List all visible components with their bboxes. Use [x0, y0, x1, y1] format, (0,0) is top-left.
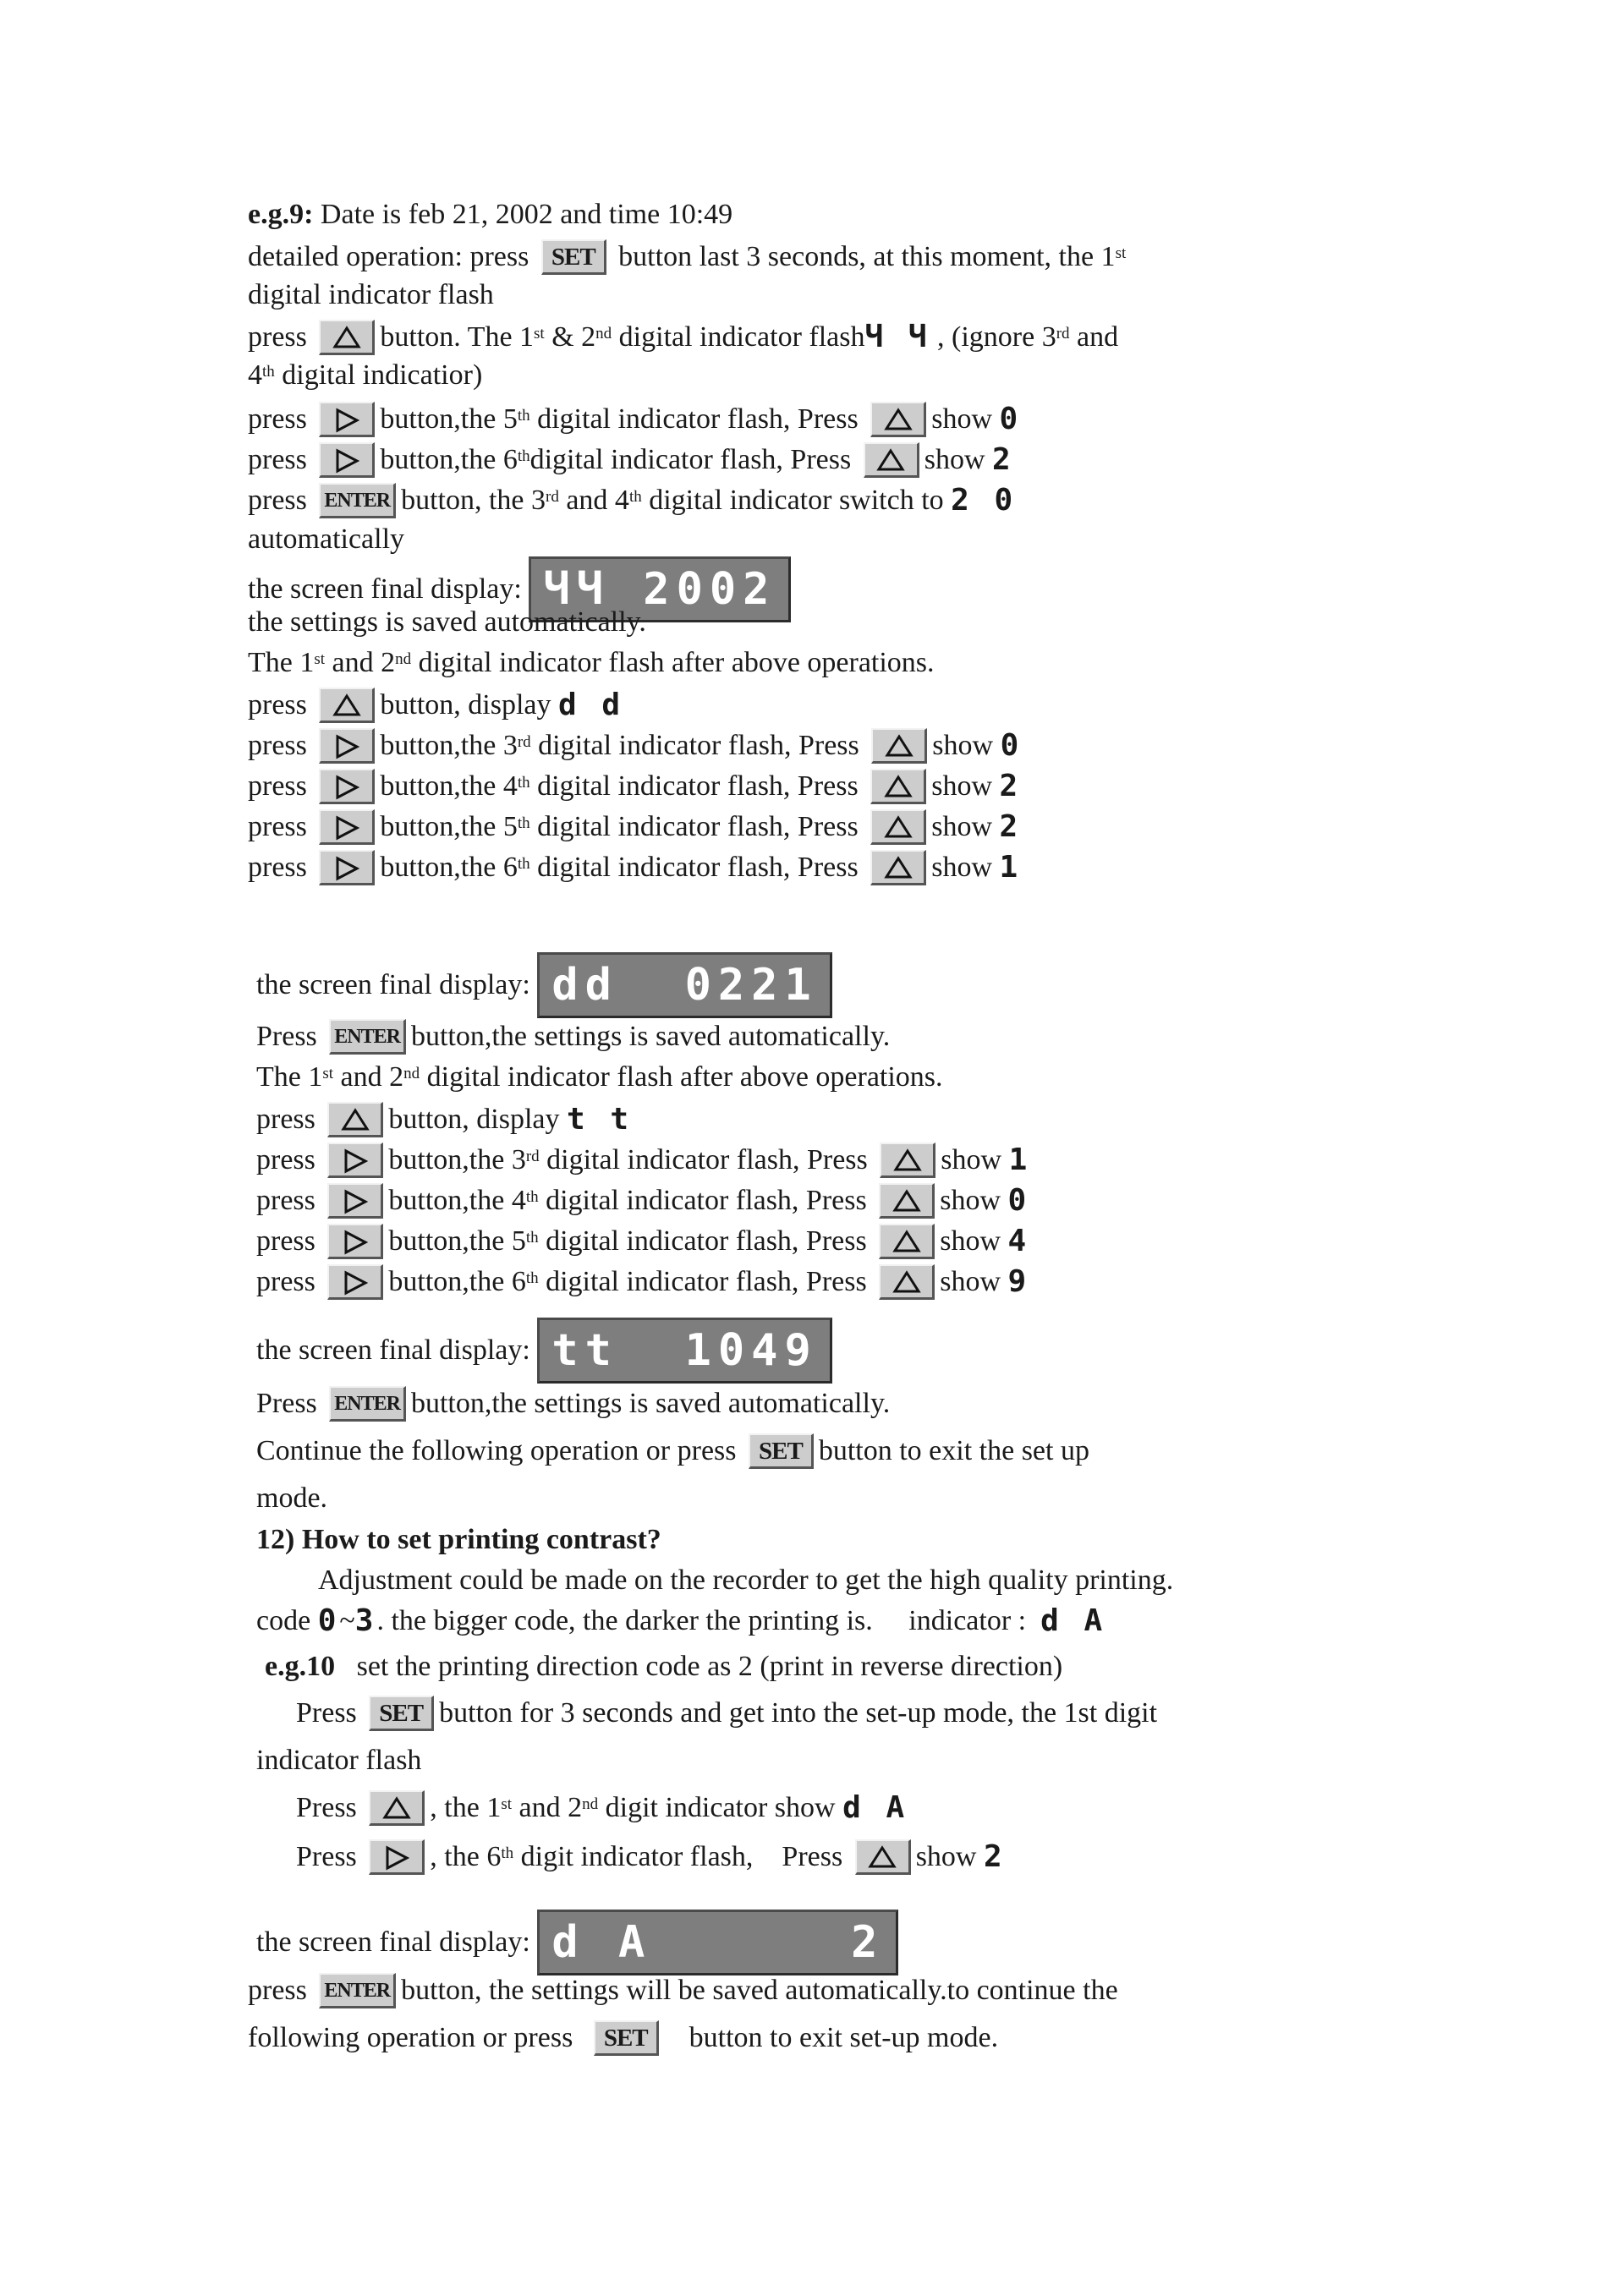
right-button[interactable] [327, 1224, 383, 1259]
sup-st: st [501, 1795, 513, 1814]
right-button[interactable] [319, 442, 375, 478]
up-button[interactable] [870, 809, 926, 845]
up-triangle-icon [868, 1845, 897, 1869]
seg-2: 2 [984, 1839, 1006, 1875]
press-label: press [256, 1104, 315, 1136]
eg10-text: set the printing direction code as 2 (print in reverse direction) [356, 1651, 1063, 1683]
up-triangle-icon [341, 1108, 370, 1132]
sup-th: th [501, 1844, 514, 1863]
sup-th: th [517, 407, 530, 425]
final-display-dd [256, 952, 832, 1020]
code-label: code [256, 1605, 311, 1637]
sup-rd: rd [525, 1148, 540, 1166]
right-triangle-icon [334, 775, 359, 800]
seg-0: 0 [999, 402, 1022, 437]
seg-4: 4 [1007, 1224, 1030, 1259]
detail-line [248, 237, 1126, 276]
right-button[interactable] [319, 809, 375, 845]
right-button[interactable] [327, 1143, 383, 1178]
final-enter-line [248, 1970, 1118, 2009]
tt-3rd-step [256, 1140, 1030, 1179]
sup-th: th [262, 363, 275, 381]
show-label: show [932, 730, 994, 762]
p1-text: Adjustment could be made on the recorder to get the high quality printing. [318, 1564, 1174, 1597]
seg-1: 1 [999, 850, 1022, 885]
final-display-label: the screen final display: [248, 573, 522, 605]
sup-th: th [517, 774, 530, 792]
ord-6: 6 [511, 1266, 526, 1298]
dd-6th-step [248, 847, 1021, 886]
eg9-head-text: Date is feb 21, 2002 and time 10:49 [313, 199, 733, 231]
show-label: show [931, 403, 993, 436]
flash-after-line-2 [256, 1057, 943, 1096]
sup-nd: nd [403, 1065, 420, 1083]
up-triangle-icon [884, 775, 913, 798]
right-button[interactable] [319, 728, 375, 764]
press-label: Press [256, 1388, 317, 1420]
lcd-display: d A 2 [537, 1910, 898, 1975]
step-text-b: digital indicator flash, Press [529, 770, 859, 803]
seg-1: 1 [1008, 1143, 1031, 1178]
tt-display-step [256, 1099, 632, 1138]
step-text-b: digital indicator flash, Press [529, 444, 852, 476]
flash-after-b: and 2 [325, 647, 396, 679]
sup-th: th [628, 488, 642, 507]
up-button[interactable] [870, 769, 926, 804]
right-triangle-icon [334, 448, 359, 474]
show-label: show [940, 1225, 1001, 1258]
tt-6th-step [256, 1262, 1029, 1301]
continue-line [256, 1431, 1089, 1470]
sup-st: st [1115, 244, 1127, 263]
ord-4: 4 [502, 770, 518, 803]
right-rest-b: digit indicator flash, [513, 1841, 754, 1873]
yy-step-2 [248, 355, 482, 394]
dd-display-step [248, 685, 623, 724]
sup-nd: nd [395, 650, 412, 669]
seg-0: 0 [1000, 728, 1023, 764]
seg-3: 3 [354, 1603, 377, 1639]
sup-rd: rd [517, 733, 531, 752]
up-button[interactable] [870, 402, 926, 437]
ord-5: 5 [502, 403, 518, 436]
sup-th: th [517, 814, 530, 833]
step-text-b: digital indicator flash, Press [538, 1185, 867, 1217]
sup-th: th [525, 1229, 539, 1247]
ord-3: 3 [511, 1144, 526, 1176]
yy-step-text-f: and [1069, 321, 1119, 353]
set-button[interactable]: SET [749, 1433, 814, 1469]
ord-5: 5 [511, 1225, 526, 1258]
seg-tt: t t [567, 1102, 633, 1137]
final-exit-line [248, 2018, 998, 2057]
show-label: show [924, 444, 985, 476]
show-label: show [931, 811, 993, 843]
press-label: press [256, 1144, 315, 1176]
p2-text: . the bigger code, the darker the printing is. [376, 1605, 873, 1637]
step-text-b: digital indicator flash, Press [539, 1144, 868, 1176]
step-text: button,the [380, 770, 503, 803]
step-text-b: digital indicator flash, Press [529, 811, 859, 843]
display-text: button, display [388, 1104, 560, 1136]
press-label: press [248, 689, 307, 721]
up-button[interactable] [879, 1264, 935, 1300]
tt-4th-step [256, 1181, 1029, 1219]
press-label: press [256, 1266, 315, 1298]
press-label: press [248, 1975, 307, 2007]
up-button[interactable] [864, 442, 919, 478]
indicator-label: indicator : [908, 1605, 1027, 1637]
ord-4: 4 [248, 359, 262, 392]
sup-nd: nd [582, 1795, 599, 1814]
step-text-b: and 4 [558, 485, 629, 517]
step-text-b: digital indicator flash, Press [529, 403, 859, 436]
up-button[interactable] [319, 688, 375, 723]
tt-enter-line [256, 1384, 890, 1422]
right-button[interactable] [327, 1183, 383, 1219]
set-button[interactable]: SET [541, 239, 606, 275]
press-label: press [248, 485, 307, 517]
up-triangle-icon [884, 408, 913, 431]
sup-st: st [314, 650, 326, 669]
up-triangle-icon [332, 326, 361, 349]
right-triangle-icon [334, 815, 359, 841]
detail-line-2 [248, 275, 494, 314]
final-text-c: button to exit set-up mode. [689, 2022, 999, 2054]
press-label: Press [296, 1841, 357, 1873]
press-label: Press [782, 1841, 843, 1873]
set-rest-text: button for 3 seconds and get into the set-up mode, the 1st digit [439, 1697, 1158, 1729]
right-triangle-icon [343, 1230, 368, 1255]
flash-after-a: The 1 [256, 1061, 323, 1093]
enter-button[interactable]: ENTER [319, 483, 396, 518]
mode-text: mode. [256, 1482, 328, 1515]
up-triangle-icon [382, 1796, 411, 1820]
final-text-a: button, the settings will be saved automatically.to continue the [401, 1975, 1118, 2007]
lcd-display: ЧЧ 2002 [529, 556, 790, 622]
seg-0: 0 [1007, 1183, 1030, 1219]
final-display-label: the screen final display: [256, 969, 530, 1000]
press-label: press [256, 1225, 315, 1258]
ord-6: 6 [502, 852, 518, 884]
up-button[interactable] [879, 1183, 935, 1219]
press-label: Press [296, 1697, 357, 1729]
press-label: press [248, 852, 307, 884]
year-6th-step [248, 440, 1014, 479]
right-triangle-icon [334, 856, 359, 881]
up-button[interactable] [871, 728, 927, 764]
enter-saved-text: button,the settings is saved automatically. [410, 1388, 891, 1420]
up-triangle-icon [332, 693, 361, 717]
dd-4th-step [248, 766, 1021, 805]
detail-text-b: button last 3 seconds, at this moment, the 1 [618, 241, 1116, 273]
show-label: show [941, 1144, 1002, 1176]
yy-step-text: button. The 1 [380, 321, 535, 353]
right-rest-a: , the 6 [430, 1841, 502, 1873]
step-text: button,the [380, 852, 503, 884]
sup-st: st [534, 325, 545, 343]
press-label: press [248, 444, 307, 476]
up-triangle-icon [892, 1189, 921, 1213]
yy-step-2-text: digital indicatior) [274, 359, 483, 392]
ord-5: 5 [502, 811, 518, 843]
sup-th: th [517, 447, 530, 466]
step-text-b: digital indicator flash, Press [538, 1225, 867, 1258]
dd-3rd-step [248, 726, 1022, 764]
mode-line [256, 1478, 327, 1517]
seg-2: 2 [999, 809, 1022, 845]
continue-text: Continue the following operation or press [256, 1435, 737, 1467]
up-triangle-icon [885, 734, 914, 758]
step-text: button,the [388, 1225, 512, 1258]
eg9-label: e.g.9: [248, 199, 314, 231]
press-label: Press [296, 1792, 357, 1824]
up-rest-a: , the 1 [430, 1792, 502, 1824]
detail-text: detailed operation: press [248, 241, 529, 273]
eg9-heading [248, 195, 732, 233]
sup-th: th [525, 1188, 539, 1207]
ord-4: 4 [511, 1185, 526, 1217]
yy-step [248, 317, 1118, 356]
press-label: press [248, 811, 307, 843]
seg-9: 9 [1007, 1264, 1030, 1300]
eg10-line [265, 1647, 1062, 1685]
step-text-b: digital indicator flash, Press [538, 1266, 867, 1298]
right-triangle-icon [343, 1148, 368, 1174]
right-triangle-icon [334, 408, 359, 433]
up-triangle-icon [892, 1230, 921, 1253]
press-label: press [248, 770, 307, 803]
lcd-display: dd 0221 [537, 952, 831, 1018]
step-text: button,the [380, 403, 503, 436]
show-label: show [915, 1841, 977, 1873]
step-text-b: digital indicator flash, Press [530, 730, 859, 762]
step-text: button,the [388, 1266, 512, 1298]
right-triangle-icon [343, 1270, 368, 1296]
yy-step-text-d: digital indicator flash [612, 321, 865, 353]
right-triangle-icon [343, 1189, 368, 1214]
up-button[interactable] [319, 320, 375, 355]
up-triangle-icon [893, 1148, 922, 1172]
up-button[interactable] [327, 1102, 383, 1137]
flash-after-c: digital indicator flash after above operations. [420, 1061, 943, 1093]
tt-5th-step [256, 1221, 1029, 1260]
dd-enter-line [256, 1016, 890, 1055]
auto-line [248, 519, 404, 558]
final-display-dA [256, 1910, 898, 1977]
yy-step-text-c: & 2 [544, 321, 596, 353]
up-button[interactable] [879, 1224, 935, 1259]
up-button[interactable] [880, 1143, 935, 1178]
seg-dd: d d [558, 688, 624, 723]
continue-text-b: button to exit the set up [818, 1435, 1089, 1467]
right-button[interactable] [319, 402, 375, 437]
sup-rd: rd [546, 488, 559, 507]
auto-text: automatically [248, 523, 405, 556]
sup-th: th [525, 1269, 539, 1288]
show-label: show [940, 1266, 1001, 1298]
flash-after-line [248, 643, 935, 682]
final-display-label: the screen final display: [256, 1926, 530, 1958]
seg-dA: d A [1040, 1603, 1106, 1639]
section-12-title [256, 1520, 661, 1559]
section-12-p2 [256, 1601, 1106, 1640]
up-triangle-icon [884, 815, 913, 839]
eg10-label: e.g.10 [265, 1651, 336, 1683]
step-text: button,the 6 [380, 444, 518, 476]
seg-2: 2 [999, 769, 1022, 804]
final-display-label: the screen final display: [256, 1334, 530, 1366]
step-text-b: digital indicator flash, Press [529, 852, 859, 884]
show-label: show [940, 1185, 1001, 1217]
enter-button[interactable]: ENTER [329, 1019, 406, 1055]
flash-after-a: The 1 [248, 647, 315, 679]
eg10-up-line [296, 1788, 908, 1827]
up-rest-b: and 2 [512, 1792, 583, 1824]
enter-button[interactable]: ENTER [329, 1386, 406, 1422]
yy-step-text-e: , (ignore 3 [930, 321, 1056, 353]
dd-5th-step [248, 807, 1021, 846]
yy-segment: Ч Ч [864, 320, 930, 355]
ord-3: 3 [502, 730, 518, 762]
display-text: button, display [380, 689, 551, 721]
step-text: button,the [388, 1144, 512, 1176]
enter-switch-step [248, 480, 1016, 519]
set-rest-text-2: indicator flash [256, 1745, 422, 1777]
year-5th-step [248, 399, 1021, 438]
flash-after-c: digital indicator flash after above operations. [411, 647, 935, 679]
tilde: ~ [339, 1605, 355, 1637]
step-text: button,the [380, 730, 503, 762]
section-12-p1 [318, 1560, 1173, 1599]
up-triangle-icon [892, 1270, 921, 1294]
up-button[interactable] [870, 850, 926, 885]
section-title: 12) How to set printing contrast? [256, 1524, 661, 1556]
seg-dA: d A [842, 1790, 908, 1826]
enter-saved-text: button,the settings is saved automatically. [410, 1021, 891, 1053]
right-triangle-icon [334, 734, 359, 759]
press-label: Press [256, 1021, 317, 1053]
step-text-c: digital indicator switch to [641, 485, 944, 517]
sup-nd: nd [595, 325, 612, 343]
eg10-right-line [296, 1837, 1006, 1876]
eg10-set-line [296, 1693, 1157, 1732]
sup-st: st [322, 1065, 334, 1083]
seg-2: 2 [992, 442, 1014, 478]
right-triangle-icon [384, 1845, 409, 1871]
lcd-display: tt 1049 [537, 1318, 831, 1384]
saved-line [248, 602, 646, 641]
set-button[interactable]: SET [594, 2020, 659, 2056]
show-label: show [931, 770, 993, 803]
final-text-b: following operation or press [248, 2022, 573, 2054]
up-triangle-icon [884, 856, 913, 879]
press-label: press [248, 730, 307, 762]
right-button[interactable] [369, 1839, 425, 1875]
seg-20: 2 0 [951, 483, 1017, 518]
enter-button[interactable]: ENTER [319, 1973, 396, 2008]
step-text: button,the [388, 1185, 512, 1217]
eg10-set-line-2 [256, 1740, 421, 1779]
right-button[interactable] [319, 850, 375, 885]
show-label: show [931, 852, 993, 884]
sup-th: th [517, 855, 530, 874]
up-button[interactable] [855, 1839, 911, 1875]
detail-text-2: digital indicator flash [248, 279, 494, 311]
up-button[interactable] [369, 1790, 425, 1826]
step-text: button,the [380, 811, 503, 843]
set-button[interactable]: SET [369, 1696, 434, 1731]
right-button[interactable] [319, 769, 375, 804]
flash-after-b: and 2 [333, 1061, 404, 1093]
seg-0: 0 [317, 1603, 340, 1639]
up-rest-c: digit indicator show [598, 1792, 836, 1824]
saved-text: the settings is saved automatically. [248, 606, 646, 638]
press-label: press [256, 1185, 315, 1217]
sup-rd: rd [1056, 325, 1070, 343]
final-display-tt [256, 1318, 832, 1385]
press-label: press [248, 321, 307, 353]
right-button[interactable] [327, 1264, 383, 1300]
up-triangle-icon [876, 448, 905, 472]
press-label: press [248, 403, 307, 436]
step-text: button, the 3 [401, 485, 546, 517]
